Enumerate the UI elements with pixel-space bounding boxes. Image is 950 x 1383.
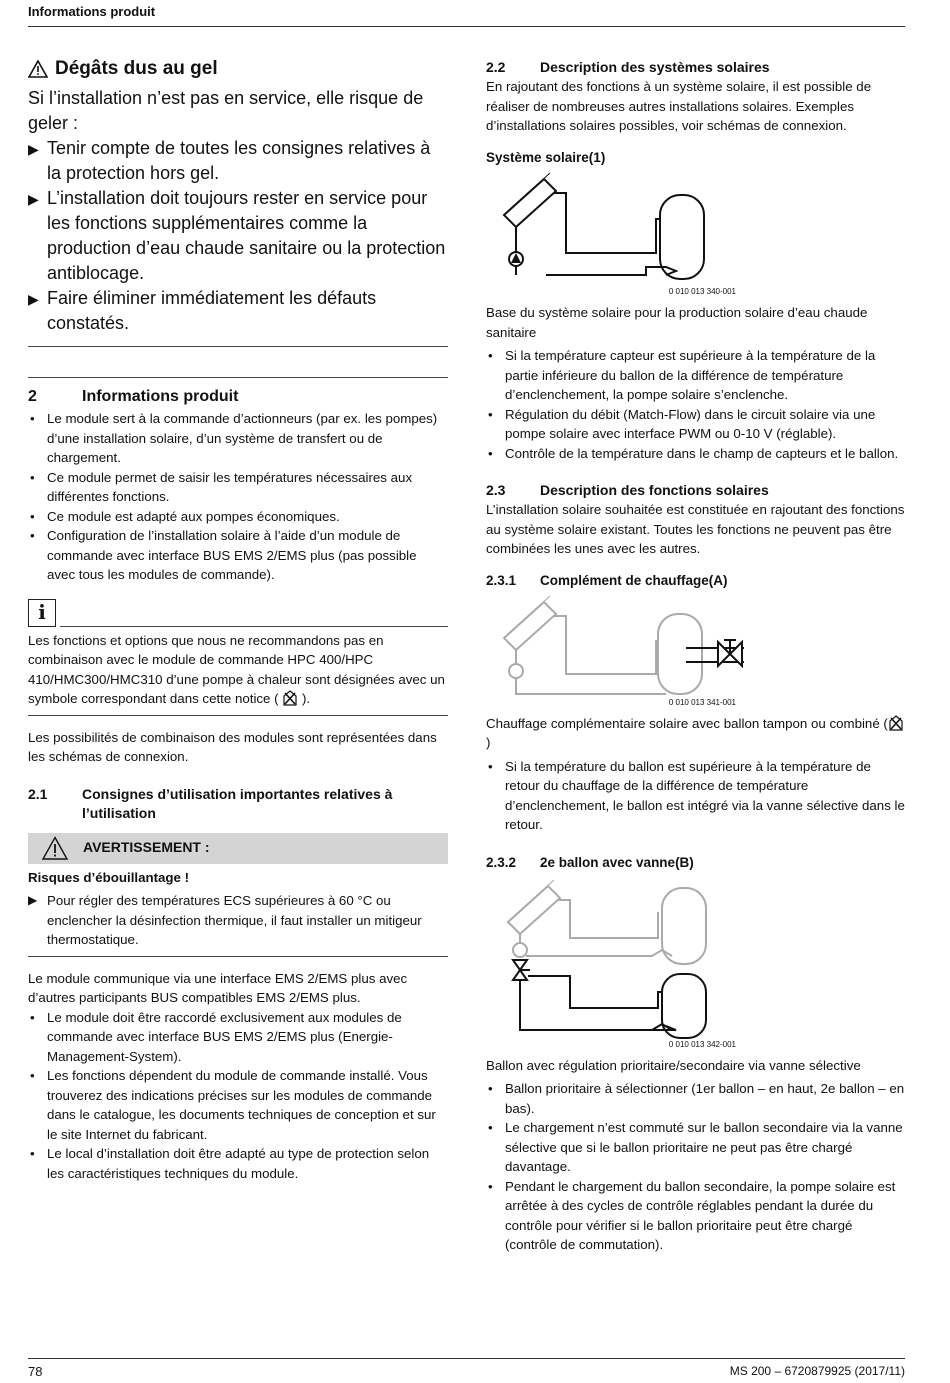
- list-item: • Le module doit être raccordé exclusivement aux modules de commande avec interface BUS EMS 2/EMS plus (Energie-Management-System).: [28, 1008, 448, 1067]
- info-text: Les fonctions et options que nous ne recommandons pas en combinaison avec le module de commande HPC 400/HPC 410/HMC300/HMC310 d’une pompe à chaleur sont désignées avec un symbole correspondant dans cette notice (: [28, 632, 445, 706]
- section-2-3-2-list: [486, 1079, 906, 1255]
- frost-list: [28, 136, 448, 336]
- list-item: • Le chargement n’est commuté sur le ballon secondaire via la vanne sélective que si le ballon prioritaire ne peut pas être chargé davantage.: [486, 1118, 906, 1177]
- list-item: • Régulation du débit (Match-Flow) dans le circuit solaire via une pompe solaire avec interface PWM ou 0-10 V (réglable).: [486, 405, 906, 444]
- list-item: • Ce module permet de saisir les températures nécessaires aux différentes fonctions.: [28, 468, 448, 507]
- frost-intro: Si l’installation n’est pas en service, elle risque de geler :: [28, 88, 424, 133]
- list-item: • Ce module est adapté aux pompes économiques.: [28, 507, 448, 527]
- heat-pump-icon: [888, 715, 904, 731]
- list-item: • Ballon prioritaire à sélectionner (1er ballon – en haut, 2e ballon – en bas).: [486, 1079, 906, 1118]
- diagram-heating-complement: [486, 590, 906, 698]
- section-2-3-text: L’installation solaire souhaitée est constituée en rajoutant des fonctions au système solaire existant. Toutes les fonctions ne peuvent pas être combinées les unes avec les autres.: [486, 502, 905, 556]
- second-tank-schematic: [486, 880, 906, 1040]
- section-title: 2e ballon avec vanne(B): [540, 854, 694, 870]
- communication-text: Le module communique via une interface EMS 2/EMS plus avec d’autres participants BUS compatibles EMS 2/EMS plus.: [28, 970, 408, 1005]
- warning-triangle-icon: [28, 60, 48, 78]
- list-item: ▶ Faire éliminer immédiatement les défauts constatés.: [28, 286, 448, 336]
- footer-divider: [28, 1358, 905, 1359]
- section-number: 2.1: [28, 785, 48, 802]
- list-item: • Pendant le chargement du ballon secondaire, la pompe solaire est arrêtée à des cycles de contrôle réglables pendant la durée du contrôle pour vérifier si le ballon prioritaire peut être chargé (contrôle de commutation).: [486, 1177, 906, 1255]
- section-number: 2.2: [486, 59, 506, 75]
- section-2-3-1-heading: [486, 571, 906, 590]
- list-item: • Les fonctions dépendent du module de commande installé. Vous trouverez des indications précises sur les modules de commande dans le catalogue, les documents techniques de conception et sur le site Internet du fabricant.: [28, 1066, 448, 1144]
- section-2-3-heading: [486, 481, 906, 500]
- diagram-second-tank: [486, 880, 906, 1040]
- figure-ref: 0 010 013 342-001: [668, 1039, 736, 1049]
- combination-text: Les possibilités de combinaison des modules sont représentées dans les schémas de connexion.: [28, 729, 437, 764]
- page-number: 78: [28, 1364, 43, 1379]
- section-title: Description des fonctions solaires: [540, 482, 769, 498]
- list-item: • Si la température capteur est supérieure à la température de la partie inférieure du ballon de la différence de température d’enclenchement, la pompe solaire s’enclenche.: [486, 346, 906, 405]
- frost-title: Dégâts dus au gel: [55, 58, 218, 79]
- section-2-3-1-list: [486, 757, 906, 835]
- warning-banner: [28, 833, 448, 864]
- warning-triangle-icon: [42, 836, 68, 860]
- figure-ref: 0 010 013 341-001: [668, 697, 736, 707]
- section-2-1-list: [28, 1008, 448, 1184]
- section-title: Consignes d’utilisation importantes relatives à l’utilisation: [82, 785, 393, 821]
- diagram-solar-system-1: [486, 167, 906, 287]
- section-2-2-text: En rajoutant des fonctions à un système solaire, il est possible de réaliser de nombreuses autres installations solaires. Exemples d’installations solaires possibles, voir schémas de connexion.: [486, 79, 872, 133]
- section-2-2-heading: [486, 58, 906, 77]
- document-reference: MS 200 – 6720879925 (2017/11): [729, 1364, 905, 1378]
- section-2-1: [28, 785, 448, 823]
- pump-icon: [513, 943, 527, 957]
- list-item: ▶ Pour régler des températures ECS supérieures à 60 °C ou enclencher la désinfection thermique, il faut installer un mitigeur thermostatique.: [28, 891, 448, 950]
- section-title: Description des systèmes solaires: [540, 59, 770, 75]
- frost-warning: [28, 58, 448, 347]
- info-icon: i: [28, 599, 56, 627]
- left-column: [28, 58, 448, 1183]
- section-title: Informations produit: [82, 388, 239, 405]
- section-2-2-list: [486, 346, 906, 463]
- page-header: Informations produit: [28, 4, 156, 19]
- figure-caption: Chauffage complémentaire solaire avec ballon tampon ou combiné (): [486, 714, 906, 753]
- section-number: 2.3: [486, 482, 506, 498]
- right-column: [486, 58, 906, 1255]
- section-number: 2.3.1: [486, 572, 517, 588]
- list-item: • Configuration de l’installation solaire à l’aide d’un module de commande avec interface BUS EMS 2/EMS plus (pas possible avec tous les modules de commande).: [28, 526, 448, 585]
- warning-content: [28, 864, 448, 957]
- solar-schematic: [486, 167, 906, 287]
- section-2-3-2-heading: [486, 853, 906, 872]
- section-2: [28, 377, 448, 585]
- warning-label: AVERTISSEMENT :: [83, 839, 210, 856]
- figure-ref: 0 010 013 340-001: [668, 287, 736, 296]
- list-item: ▶ Tenir compte de toutes les consignes relatives à la protection hors gel.: [28, 136, 448, 186]
- list-item: • Le module sert à la commande d’actionneurs (par ex. les pompes) d’une installation solaire, d’un système de transfert ou de chargement.: [28, 409, 448, 468]
- list-item: • Le local d’installation doit être adapté au type de protection selon les caractéristiques techniques du module.: [28, 1144, 448, 1183]
- heat-pump-icon: [282, 690, 298, 706]
- warning-title: Risques d’ébouillantage !: [28, 869, 190, 885]
- info-note: i Les fonctions et options que nous ne recommandons pas en combinaison avec le module de commande HPC 400/HPC 410/HMC300/HMC310 d’une pompe à chaleur sont désignées avec un symbole correspondant dans cette notice ( ).: [28, 599, 448, 716]
- section-number: 2: [28, 388, 37, 405]
- section-2-list: [28, 409, 448, 585]
- list-item: • Contrôle de la température dans le champ de capteurs et le ballon.: [486, 444, 906, 464]
- subsection-title: Système solaire(1): [486, 149, 606, 165]
- section-title: Complément de chauffage(A): [540, 572, 728, 588]
- figure-caption: Base du système solaire pour la production solaire d’eau chaude sanitaire: [486, 305, 868, 340]
- figure-caption: Ballon avec régulation prioritaire/secondaire via vanne sélective: [486, 1057, 861, 1073]
- pump-icon: [509, 664, 523, 678]
- heating-schematic: [486, 590, 906, 698]
- header-divider: [28, 26, 905, 27]
- list-item: • Si la température du ballon est supérieure à la température de retour du chauffage de la différence de température d’enclenchement, le ballon est intégré via la vanne sélective dans le retour.: [486, 757, 906, 835]
- section-number: 2.3.2: [486, 854, 517, 870]
- list-item: ▶ L’installation doit toujours rester en service pour les fonctions supplémentaires comme la production d’eau chaude sanitaire ou la protection antiblocage.: [28, 186, 448, 286]
